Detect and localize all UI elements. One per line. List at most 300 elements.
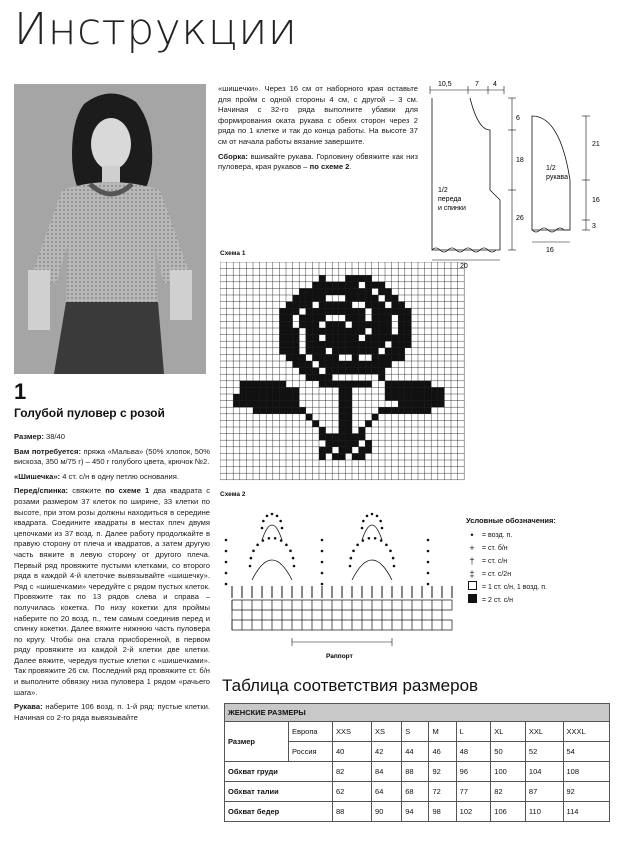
filled-cell — [286, 302, 293, 309]
filled-cell — [359, 288, 366, 295]
filled-cell — [286, 315, 293, 322]
filled-cell — [405, 308, 412, 315]
filled-cell — [339, 282, 346, 289]
filled-cell — [352, 275, 359, 282]
filled-cell — [339, 387, 346, 394]
filled-cell — [339, 335, 346, 342]
filled-cell — [332, 288, 339, 295]
filled-cell — [260, 407, 267, 414]
filled-cell — [359, 361, 366, 368]
scheme1-label: Схема 1 — [220, 250, 246, 257]
filled-cell — [332, 361, 339, 368]
filled-cell — [339, 401, 346, 408]
filled-cell — [319, 381, 326, 388]
filled-cell — [385, 295, 392, 302]
text-run: 4 ст. с/н в одну петлю основания. — [60, 471, 180, 481]
filled-cell — [332, 328, 339, 335]
filled-cell — [266, 394, 273, 401]
filled-cell — [378, 302, 385, 309]
filled-cell — [385, 394, 392, 401]
filled-cell — [279, 401, 286, 408]
filled-cell — [306, 374, 313, 381]
instruction-paragraph — [14, 702, 210, 723]
russia-size: 46 — [429, 742, 456, 762]
region-russia: Россия — [289, 742, 333, 762]
dim-side-2: 18 — [516, 157, 524, 164]
filled-cell — [359, 321, 366, 328]
filled-cell — [345, 315, 352, 322]
chain-stitch-dot — [392, 557, 395, 560]
filled-cell — [339, 302, 346, 309]
filled-cell — [339, 427, 346, 434]
filled-cell — [418, 401, 425, 408]
filled-cell — [260, 387, 267, 394]
filled-cell — [398, 335, 405, 342]
table-cell: 108 — [563, 762, 610, 782]
filled-cell — [293, 387, 300, 394]
russia-size: 52 — [525, 742, 563, 762]
filled-cell — [359, 341, 366, 348]
filled-cell — [319, 295, 326, 302]
filled-cell — [319, 315, 326, 322]
table-cell: 77 — [456, 782, 491, 802]
filled-cell — [332, 308, 339, 315]
filled-cell — [326, 341, 333, 348]
chain-stitch-dot — [321, 572, 324, 575]
filled-cell — [326, 335, 333, 342]
text-run: «шишечки». Через 16 см от наборного края оставьте для пройм с одной стороны 4 см, с другой – 3 см. Начиная с 32-го ряда выполните убавки для формирования оката рукава с обеих сторон через 2 ряда по 1 клетке и так до конца работы. На высоте 37 см от начала работы вязание завершите. — [218, 84, 418, 146]
chain-stitch-dot — [225, 561, 228, 564]
filled-cell — [392, 407, 399, 414]
filled-cell — [365, 282, 372, 289]
filled-cell — [372, 328, 379, 335]
filled-cell — [299, 295, 306, 302]
filled-cell — [365, 335, 372, 342]
table-cell: 114 — [563, 802, 610, 822]
filled-cell — [405, 381, 412, 388]
filled-cell — [365, 288, 372, 295]
filled-cell — [378, 374, 385, 381]
filled-cell — [312, 335, 319, 342]
filled-cell — [312, 282, 319, 289]
legend-text: = ст. б/н — [482, 545, 508, 552]
filled-cell — [398, 315, 405, 322]
filled-cell — [253, 387, 260, 394]
filled-cell — [279, 381, 286, 388]
filled-cell — [299, 288, 306, 295]
filled-cell — [240, 387, 247, 394]
filled-cell — [286, 387, 293, 394]
filled-cell — [306, 348, 313, 355]
filled-cell — [339, 308, 346, 315]
filled-cell — [312, 295, 319, 302]
chain-stitch-dot — [321, 550, 324, 553]
filled-cell — [326, 354, 333, 361]
filled-cell — [345, 407, 352, 414]
filled-cell — [398, 321, 405, 328]
filled-cell — [273, 394, 280, 401]
text-run: Перед/спинка: — [14, 486, 69, 496]
filled-cell — [246, 394, 253, 401]
filled-cell — [398, 308, 405, 315]
filled-cell — [286, 394, 293, 401]
filled-cell — [372, 341, 379, 348]
filled-cell — [385, 335, 392, 342]
filled-cell — [385, 354, 392, 361]
filled-cell — [240, 394, 247, 401]
text-run: . — [349, 162, 352, 172]
filled-cell — [279, 387, 286, 394]
filled-cell — [306, 328, 313, 335]
filled-cell — [398, 401, 405, 408]
legend-item — [466, 581, 614, 594]
filled-cell — [398, 394, 405, 401]
chain-stitch-dot — [393, 565, 396, 568]
filled-cell — [312, 420, 319, 427]
filled-cell — [378, 368, 385, 375]
filled-cell — [286, 354, 293, 361]
filled-cell — [352, 453, 359, 460]
filled-cell — [293, 361, 300, 368]
filled-cell — [372, 335, 379, 342]
chain-stitch-dot — [380, 539, 383, 542]
chain-stitch-dot — [368, 537, 371, 540]
filled-cell — [352, 341, 359, 348]
filled-cell — [345, 394, 352, 401]
filled-cell — [260, 381, 267, 388]
text-run: свяжите — [68, 486, 106, 496]
filled-cell — [306, 315, 313, 322]
filled-cell — [332, 282, 339, 289]
filled-cell — [352, 381, 359, 388]
filled-cell — [418, 407, 425, 414]
filled-cell — [425, 381, 432, 388]
filled-cell — [273, 401, 280, 408]
filled-cell — [365, 420, 372, 427]
filled-cell — [306, 335, 313, 342]
filled-cell — [260, 394, 267, 401]
filled-cell — [365, 368, 372, 375]
filled-cell — [306, 321, 313, 328]
filled-cell — [345, 361, 352, 368]
filled-cell — [253, 394, 260, 401]
filled-cell — [299, 321, 306, 328]
filled-cell — [312, 315, 319, 322]
stitch-symbol: • — [470, 530, 474, 540]
dim-side-1: 6 — [516, 115, 520, 122]
chain-stitch-dot — [376, 515, 379, 518]
filled-cell — [266, 401, 273, 408]
table-row-label: Обхват груди — [225, 762, 333, 782]
filled-cell — [326, 361, 333, 368]
filled-cell — [425, 387, 432, 394]
table-cell: 94 — [402, 802, 429, 822]
filled-cell — [240, 401, 247, 408]
filled-cell — [266, 407, 273, 414]
filled-cell — [398, 302, 405, 309]
filled-cell — [326, 282, 333, 289]
filled-cell — [378, 321, 385, 328]
filled-cell — [339, 368, 346, 375]
filled-cell — [312, 288, 319, 295]
filled-cell — [326, 308, 333, 315]
filled-cell — [405, 321, 412, 328]
filled-cell — [293, 407, 300, 414]
filled-cell — [418, 387, 425, 394]
filled-cell — [326, 368, 333, 375]
filled-cell — [345, 440, 352, 447]
chain-stitch-dot — [292, 557, 295, 560]
filled-cell — [365, 361, 372, 368]
filled-cell — [431, 387, 438, 394]
filled-cell — [398, 407, 405, 414]
chain-stitch-dot — [262, 539, 265, 542]
europe-size: XXL — [525, 722, 563, 742]
table-cell: 68 — [402, 782, 429, 802]
filled-cell — [279, 341, 286, 348]
text-run: Сборка: — [218, 151, 248, 161]
chain-stitch-dot — [356, 544, 359, 547]
filled-cell — [411, 381, 418, 388]
chain-stitch-dot — [225, 583, 228, 586]
filled-cell — [352, 354, 359, 361]
filled-cell — [378, 407, 385, 414]
filled-cell — [266, 381, 273, 388]
europe-size: XL — [491, 722, 526, 742]
filled-cell — [299, 361, 306, 368]
filled-cell — [286, 401, 293, 408]
chain-stitch-dot — [279, 520, 282, 523]
filled-cell — [359, 315, 366, 322]
chain-stitch-dot — [389, 550, 392, 553]
filled-cell — [405, 315, 412, 322]
filled-cell — [438, 394, 445, 401]
filled-cell — [345, 308, 352, 315]
dim-top-3: 4 — [493, 81, 497, 88]
filled-cell — [332, 381, 339, 388]
filled-cell — [365, 295, 372, 302]
filled-cell — [352, 282, 359, 289]
filled-cell — [392, 302, 399, 309]
table-cell: 110 — [525, 802, 563, 822]
filled-cell — [312, 328, 319, 335]
filled-cell — [332, 335, 339, 342]
chain-stitch-dot — [350, 557, 353, 560]
instruction-paragraph — [218, 152, 418, 173]
filled-cell — [273, 381, 280, 388]
filled-cell — [299, 368, 306, 375]
filled-cell — [293, 354, 300, 361]
filled-cell — [365, 275, 372, 282]
filled-cell — [306, 361, 313, 368]
dim-top-2: 7 — [475, 81, 479, 88]
filled-cell — [405, 341, 412, 348]
filled-cell — [326, 381, 333, 388]
dim-sleeve-1: 21 — [592, 141, 600, 148]
filled-cell — [345, 381, 352, 388]
filled-cell — [352, 288, 359, 295]
size-table-header: ЖЕНСКИЕ РАЗМЕРЫ — [225, 704, 610, 722]
filled-cell — [286, 335, 293, 342]
filled-cell — [365, 321, 372, 328]
filled-cell — [312, 348, 319, 355]
filled-cell — [233, 401, 240, 408]
filled-cell — [279, 348, 286, 355]
size-table — [224, 703, 610, 822]
filled-cell — [372, 354, 379, 361]
russia-size: 48 — [456, 742, 491, 762]
chain-stitch-dot — [289, 550, 292, 553]
text-run: наберите 106 возд. п. 1-й ряд: пустые клетки. Начиная со 2-го ряда вывязывайте — [14, 702, 210, 722]
europe-size: S — [402, 722, 429, 742]
table-cell: 72 — [429, 782, 456, 802]
text-run: пряжа «Мальва» (50% хлопок, 50% вискоза, 350 м/75 г) – 450 г голубого цвета, крючок №2. — [14, 446, 210, 467]
chain-stitch-dot — [268, 537, 271, 540]
filled-cell — [431, 394, 438, 401]
stitch-symbol: ‡ — [469, 569, 475, 579]
table-cell: 87 — [525, 782, 563, 802]
filled-cell — [246, 381, 253, 388]
body-label-3: и спинки — [438, 205, 466, 212]
legend-text: = ст. с/2н — [482, 571, 512, 578]
filled-cell — [418, 394, 425, 401]
instruction-paragraph — [218, 84, 418, 148]
legend-text: = ст. с/н — [482, 558, 508, 565]
filled-cell — [279, 407, 286, 414]
filled-cell — [392, 335, 399, 342]
filled-cell — [392, 295, 399, 302]
filled-cell — [286, 308, 293, 315]
body-label-1: 1/2 — [438, 187, 448, 194]
filled-cell — [385, 387, 392, 394]
filled-cell — [438, 387, 445, 394]
filled-cell — [299, 407, 306, 414]
filled-cell — [359, 447, 366, 454]
filled-cell — [326, 447, 333, 454]
filled-cell — [339, 447, 346, 454]
filled-cell — [359, 434, 366, 441]
filled-cell — [332, 321, 339, 328]
filled-cell — [345, 414, 352, 421]
filled-cell — [359, 427, 366, 434]
russia-size: 54 — [563, 742, 610, 762]
filled-cell — [425, 407, 432, 414]
region-europe: Европа — [289, 722, 333, 742]
filled-cell — [319, 282, 326, 289]
table-cell: 88 — [333, 802, 372, 822]
filled-cell — [260, 401, 267, 408]
legend-text: = возд. п. — [482, 532, 513, 539]
filled-cell — [306, 302, 313, 309]
text-run: «Шишечка»: — [14, 471, 61, 481]
filled-cell — [398, 354, 405, 361]
filled-cell — [405, 407, 412, 414]
chain-stitch-dot — [266, 515, 269, 518]
russia-size: 42 — [372, 742, 402, 762]
filled-cell — [345, 335, 352, 342]
table-cell: 88 — [402, 762, 429, 782]
filled-square-icon — [466, 594, 478, 607]
text-run: два квадрата с розами размером 37 клеток по ширине, 33 клетки по высоте, при этом розы должны находиться в середине квадрата. Соедините квадраты в местах плеч двумя цепочками из 37 возд. п. Далее работу продолжайте в правую сторону от плеча и квадратов, а затем другую часть вяжите в левую сторону от другого плеча. Первый ряд провяжите пустыми клетками, со второго ряда в каждой 4-й клеточке вывязывайте «шишечку». Ряд с «шишечками» чередуйте с рядом пустых клеток. Провяжите так по 13 рядов слева и справа – получилась кокетка. По низу кокетки для проймы наберите по 20 возд. п., тем самым соединив перед и спинку кокетки. Далее вяжите нижнюю часть пуловера по кругу. Чтобы она стала присборенной, в первом ряду провяжите из каждой 2-й клетки две клетки. Далее вяжите, чередуя пустые клетки с «шишечками». Так провяжите 26 см. Последний ряд провяжите ст. б/н и выполните обвязку низа пуловера 1 рядом «рачьего шага». — [14, 486, 210, 697]
chain-stitch-dot — [225, 539, 228, 542]
filled-cell — [319, 288, 326, 295]
filled-cell — [405, 335, 412, 342]
legend-text: = 2 ст. с/н — [482, 597, 514, 604]
filled-cell — [345, 368, 352, 375]
europe-size: M — [429, 722, 456, 742]
scheme2-chart — [222, 500, 462, 675]
filled-cell — [345, 282, 352, 289]
filled-cell — [345, 434, 352, 441]
filled-cell — [372, 414, 379, 421]
filled-cell — [306, 288, 313, 295]
table-cell: 102 — [456, 802, 491, 822]
filled-cell — [398, 328, 405, 335]
filled-cell — [312, 368, 319, 375]
filled-cell — [372, 368, 379, 375]
filled-cell — [293, 295, 300, 302]
filled-cell — [359, 295, 366, 302]
filled-cell — [326, 321, 333, 328]
filled-cell — [306, 308, 313, 315]
filled-cell — [398, 381, 405, 388]
empty-square-icon — [466, 581, 478, 594]
filled-cell — [345, 328, 352, 335]
filled-cell — [339, 420, 346, 427]
filled-cell — [299, 315, 306, 322]
sleeve-label-2: рукава — [546, 174, 568, 181]
filled-cell — [359, 348, 366, 355]
filled-cell — [352, 335, 359, 342]
table-cell: 84 — [372, 762, 402, 782]
text-run: по схеме 2 — [309, 162, 350, 172]
filled-cell — [332, 440, 339, 447]
filled-cell — [385, 321, 392, 328]
model-number: 1 — [14, 379, 27, 404]
filled-cell — [385, 288, 392, 295]
filled-cell — [286, 321, 293, 328]
filled-cell — [326, 434, 333, 441]
filled-cell — [319, 275, 326, 282]
filled-cell — [339, 321, 346, 328]
filled-cell — [293, 302, 300, 309]
filled-cell — [326, 440, 333, 447]
filled-cell — [312, 341, 319, 348]
table-cell: 62 — [333, 782, 372, 802]
dim-sleeve-3: 3 — [592, 223, 596, 230]
filled-cell — [279, 315, 286, 322]
rapport-label: Раппорт — [326, 653, 353, 660]
filled-cell — [332, 341, 339, 348]
filled-cell — [286, 328, 293, 335]
filled-cell — [273, 407, 280, 414]
filled-cell — [372, 321, 379, 328]
filled-cell — [279, 394, 286, 401]
filled-cell — [240, 381, 247, 388]
filled-cell — [312, 321, 319, 328]
chain-stitch-dot — [349, 565, 352, 568]
europe-size: XXXL — [563, 722, 610, 742]
chain-stitch-dot — [262, 520, 265, 523]
filled-cell — [319, 361, 326, 368]
europe-size: XXS — [333, 722, 372, 742]
filled-cell — [359, 328, 366, 335]
filled-cell — [345, 387, 352, 394]
filled-cell — [246, 387, 253, 394]
filled-cell — [345, 427, 352, 434]
filled-cell — [352, 315, 359, 322]
filled-cell — [365, 348, 372, 355]
